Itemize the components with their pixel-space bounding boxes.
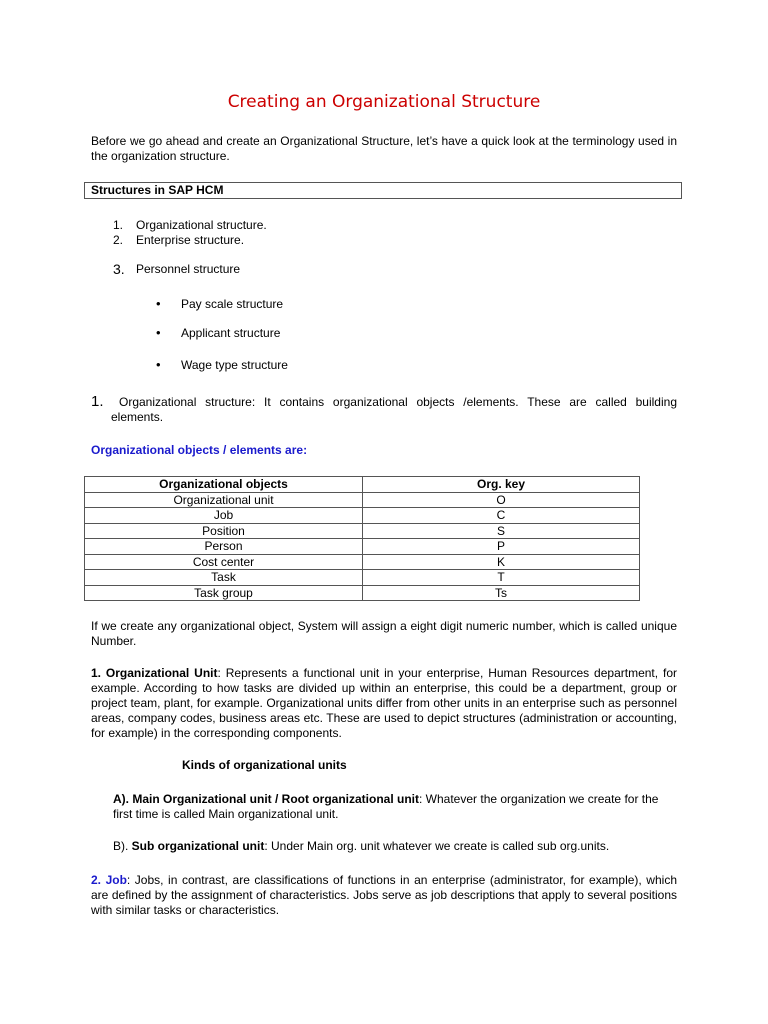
table-row: [85, 508, 640, 524]
table-row: [85, 570, 640, 586]
bullet-icon: •: [156, 296, 161, 311]
table-row: [85, 585, 640, 601]
table-cell: Task: [85, 570, 363, 586]
job-label: 2. Job: [91, 873, 127, 887]
table-cell: Ts: [363, 585, 640, 601]
list-number: 3.: [113, 261, 125, 277]
org-unit-text: : Represents a functional unit in your enterprise, Human Resources department, for example. According to how tasks are divided up within an enterprise, this could be a department, group or project team, plant, for example. Organizational units differ from other units in an enterprise such as personnel areas, company codes, business areas etc. These are used to depict structures (administration or accounting, for example) in the corresponding components.: [91, 666, 677, 740]
table-cell: O: [363, 492, 640, 508]
table-header: Organizational objects: [85, 477, 363, 493]
bullet-item: Pay scale structure: [181, 297, 284, 311]
sub-unit-label: Sub organizational unit: [131, 839, 265, 853]
table-header: Org. key: [363, 477, 640, 493]
table-cell: Job: [85, 508, 363, 524]
table-cell: S: [363, 523, 640, 539]
intro-paragraph: Before we go ahead and create an Organizational Structure, let’s have a quick look at the terminology used in the organization structure.: [91, 134, 677, 163]
structures-heading-box: Structures in SAP HCM: [84, 182, 682, 199]
org-structure-paragraph: Organizational structure: It contains organizational objects /elements. These are called building elements.: [111, 395, 677, 424]
list-item: Organizational structure.: [136, 218, 267, 232]
org-unit-paragraph: [91, 666, 677, 741]
main-unit-text: : Whatever the organization we create for the first time is called Main organizational unit.: [113, 792, 659, 821]
list-item: Personnel structure: [136, 262, 241, 276]
table-cell: Task group: [85, 585, 363, 601]
section-number: 1.: [91, 393, 104, 410]
list-item: Enterprise structure.: [136, 233, 245, 247]
table-row: [85, 523, 640, 539]
sub-unit-prefix: B).: [113, 839, 132, 853]
table-cell: Position: [85, 523, 363, 539]
org-objects-table: [84, 476, 640, 601]
table-row: [85, 492, 640, 508]
bullet-item: Applicant structure: [181, 326, 281, 340]
list-number: 1.: [113, 218, 124, 232]
bullet-item: Wage type structure: [181, 358, 288, 372]
table-header-row: [85, 477, 640, 493]
list-number: 2.: [113, 233, 124, 247]
table-cell: T: [363, 570, 640, 586]
table-cell: Organizational unit: [85, 492, 363, 508]
page-title: Creating an Organizational Structure: [227, 92, 541, 112]
table-cell: C: [363, 508, 640, 524]
kinds-heading: Kinds of organizational units: [182, 758, 347, 772]
table-row: [85, 554, 640, 570]
org-unit-label: 1. Organizational Unit: [91, 666, 218, 680]
job-text: : Jobs, in contrast, are classifications of functions in an enterprise (administrator, for example), which are defined by the assignment of characteristics. Jobs serve as job descriptions that apply to several positions with similar tasks or characteristics.: [91, 873, 677, 917]
sub-unit-paragraph: [113, 839, 677, 854]
unique-number-paragraph: If we create any organizational object, System will assign a eight digit numeric number, which is called unique Number.: [91, 619, 677, 648]
table-row: [85, 539, 640, 555]
table-cell: Person: [85, 539, 363, 555]
bullet-icon: •: [156, 357, 161, 372]
table-cell: P: [363, 539, 640, 555]
table-cell: Cost center: [85, 554, 363, 570]
job-paragraph: [91, 873, 677, 918]
main-unit-label: A). Main Organizational unit / Root organizational unit: [113, 792, 419, 806]
bullet-icon: •: [156, 325, 161, 340]
main-unit-paragraph: [113, 792, 677, 822]
sub-unit-text: : Under Main org. unit whatever we create is called sub org.units.: [264, 839, 610, 853]
objects-heading: Organizational objects / elements are:: [91, 443, 308, 457]
table-cell: K: [363, 554, 640, 570]
